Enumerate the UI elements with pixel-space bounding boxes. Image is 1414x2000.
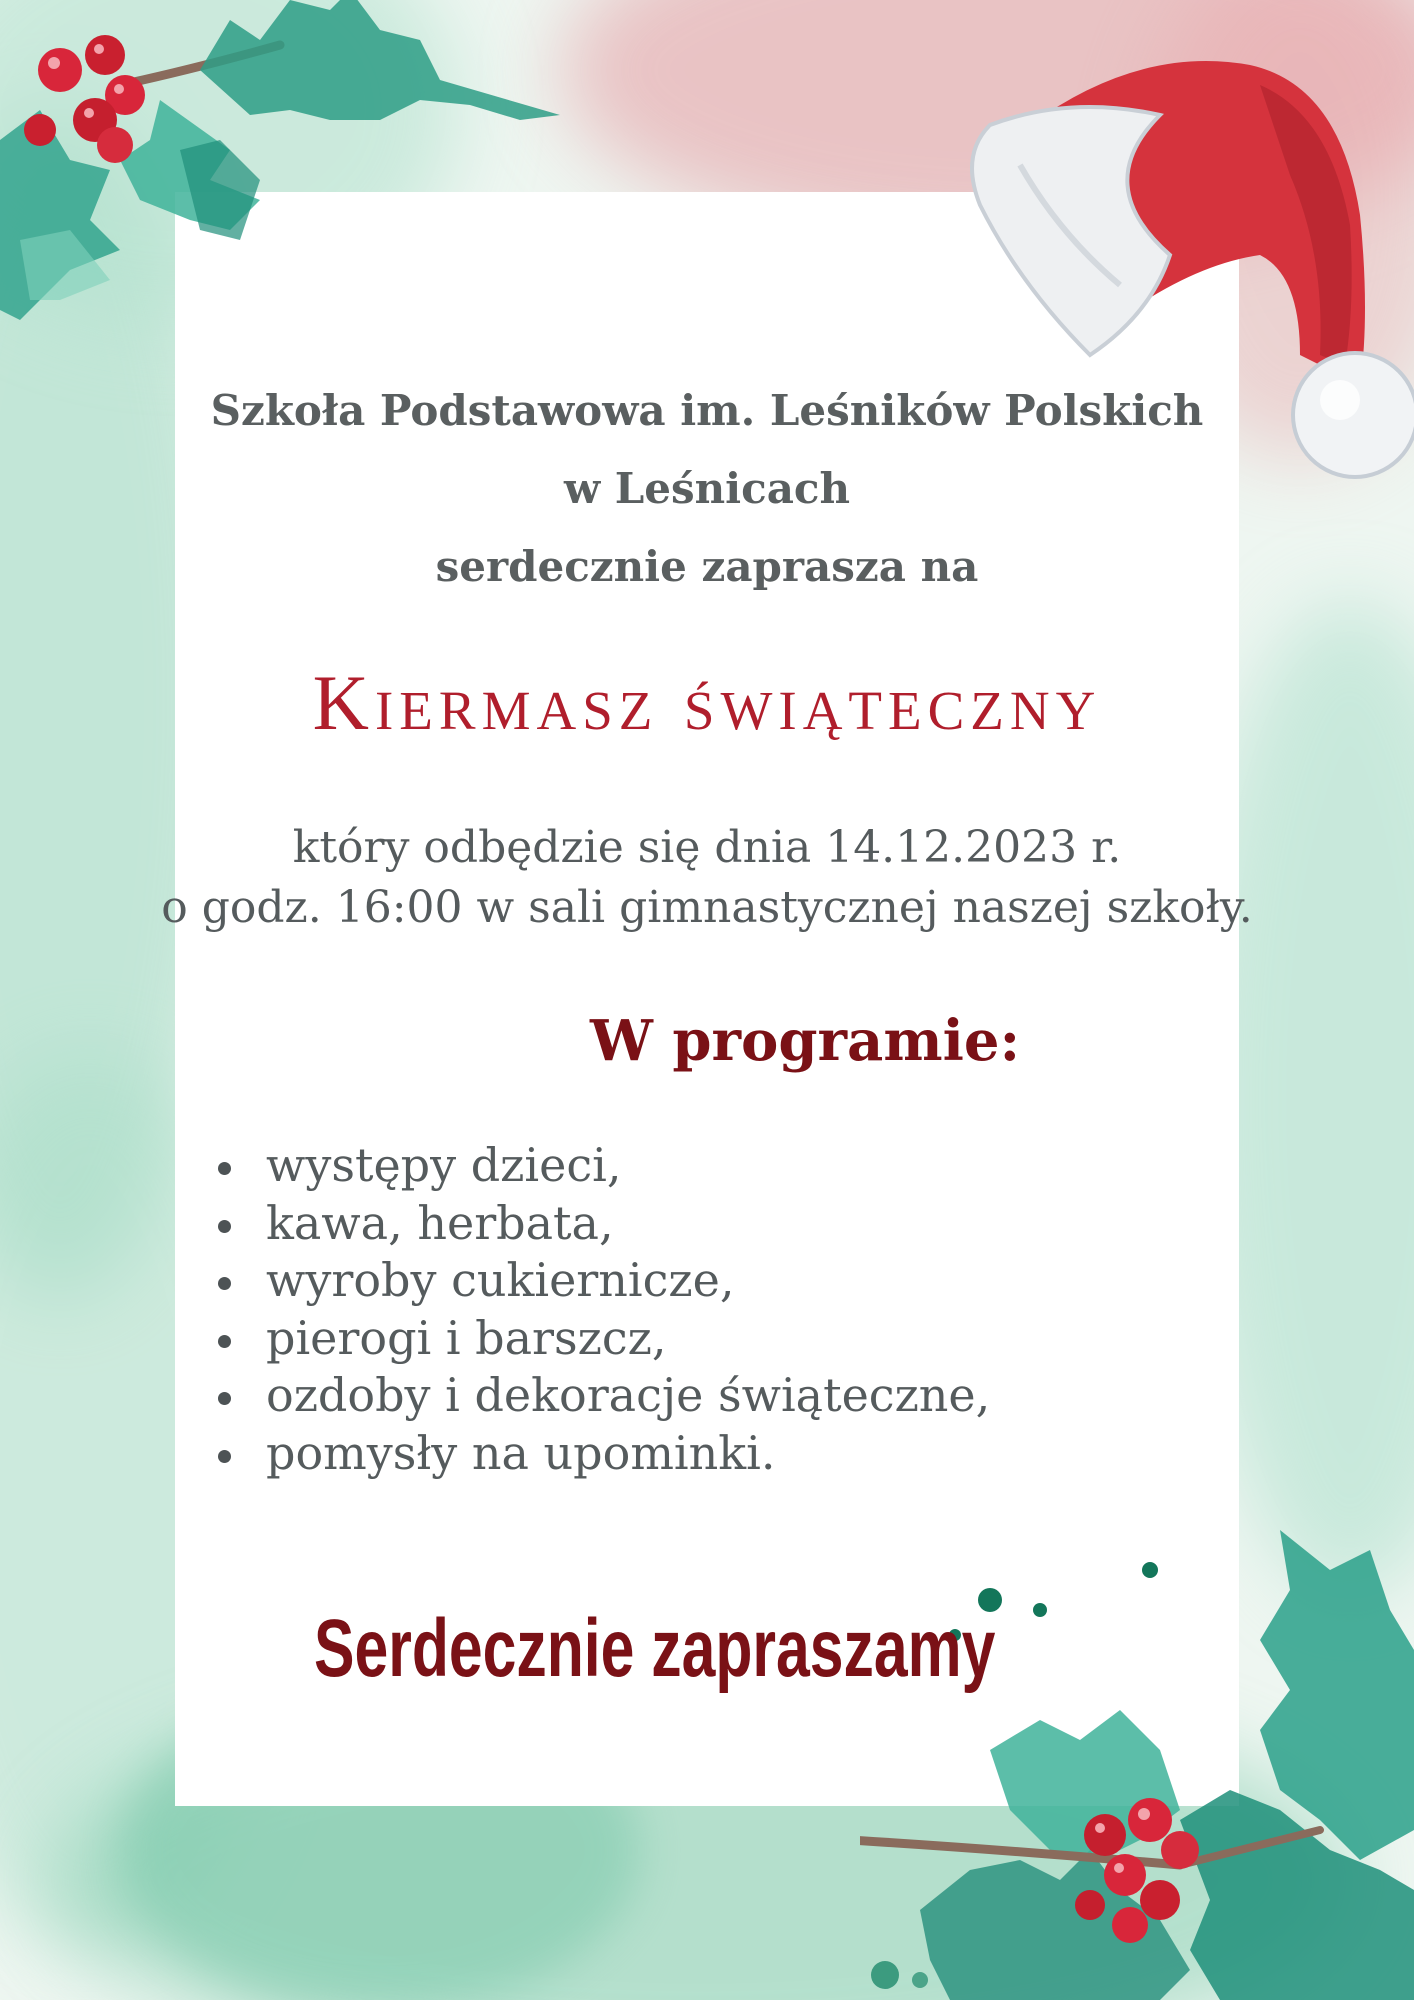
- closing-invitation: Serdecznie zapraszamy: [314, 1603, 996, 1694]
- event-time-place: o godz. 16:00 w sali gimnastycznej naszej szkoły.: [161, 882, 1253, 933]
- list-item: ozdoby i dekoracje świąteczne,: [210, 1367, 990, 1425]
- school-name: Szkoła Podstawowa im. Leśników Polskich: [210, 386, 1204, 435]
- watercolor-splash: [860, 1950, 960, 2000]
- program-list: [210, 1137, 990, 1482]
- invitation-intro: serdecznie zaprasza na: [435, 542, 979, 591]
- list-item: pomysły na upominki.: [210, 1425, 990, 1483]
- list-item: wyroby cukiernicze,: [210, 1252, 990, 1310]
- event-date: który odbędzie się dnia 14.12.2023 r.: [292, 822, 1122, 873]
- program-heading: W programie:: [590, 1008, 1021, 1074]
- list-item: pierogi i barszcz,: [210, 1310, 990, 1368]
- event-details: [0, 818, 1414, 938]
- list-item: kawa, herbata,: [210, 1195, 990, 1253]
- school-location: w Leśnicach: [563, 464, 851, 513]
- holly-icon: [860, 1530, 1414, 2000]
- school-header: [0, 372, 1414, 606]
- berries-icon: [20, 25, 160, 175]
- event-title: Kiermasz świąteczny: [312, 659, 1102, 746]
- list-item: występy dzieci,: [210, 1137, 990, 1195]
